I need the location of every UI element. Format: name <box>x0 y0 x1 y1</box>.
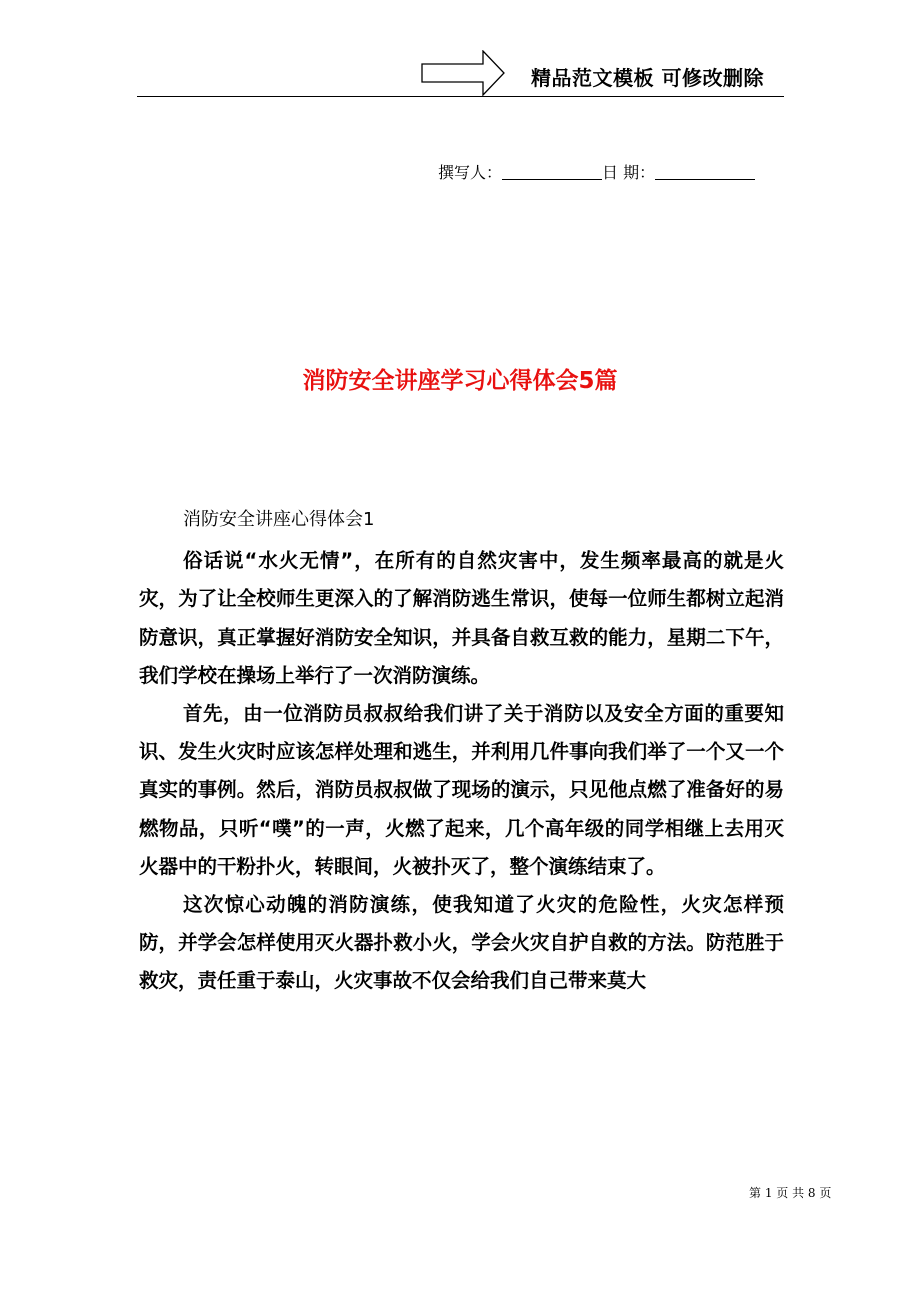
author-label: 撰写人： <box>438 163 503 182</box>
header-text: 精品范文模板 可修改删除 <box>531 66 764 90</box>
header-rule <box>137 96 784 97</box>
date-blank <box>655 163 755 180</box>
section-subtitle: 消防安全讲座心得体会1 <box>183 509 375 530</box>
paragraph-2: 首先，由一位消防员叔叔给我们讲了关于消防以及安全方面的重要知识、发生火灾时应该怎样处理和逃生，并利用几件事向我们举了一个又一个真实的事例。然后，消防员叔叔做了现场的演示，只见他点燃了准备好的易燃物品，只听“噗”的一声，火燃了起来，几个高年级的同学相继上去用灭火器中的干粉扑火，转眼间，火被扑灭了，整个演练结束了。 <box>139 702 784 878</box>
author-row <box>438 160 755 183</box>
author-blank <box>502 163 602 180</box>
page-title: 消防安全讲座学习心得体会5篇 <box>302 368 618 394</box>
paragraph-1: 俗话说“水火无情”，在所有的自然灾害中，发生频率最高的就是火灾，为了让全校师生更深入的了解消防逃生常识，使每一位师生都树立起消防意识，真正掌握好消防安全知识，并具备自救互救的能力，星期二下午，我们学校在操场上举行了一次消防演练。 <box>139 549 784 687</box>
date-label: 日 期： <box>602 163 656 182</box>
paragraph-3: 这次惊心动魄的消防演练，使我知道了火灾的危险性，火灾怎样预防，并学会怎样使用灭火器扑救小火，学会火灾自护自救的方法。防范胜于救灾，责任重于泰山，火灾事故不仅会给我们自己带来莫大 <box>139 893 784 993</box>
arrow-right-icon <box>421 50 505 96</box>
document-body <box>139 501 784 1001</box>
page-footer: 第 1 页 共 8 页 <box>749 1186 832 1200</box>
